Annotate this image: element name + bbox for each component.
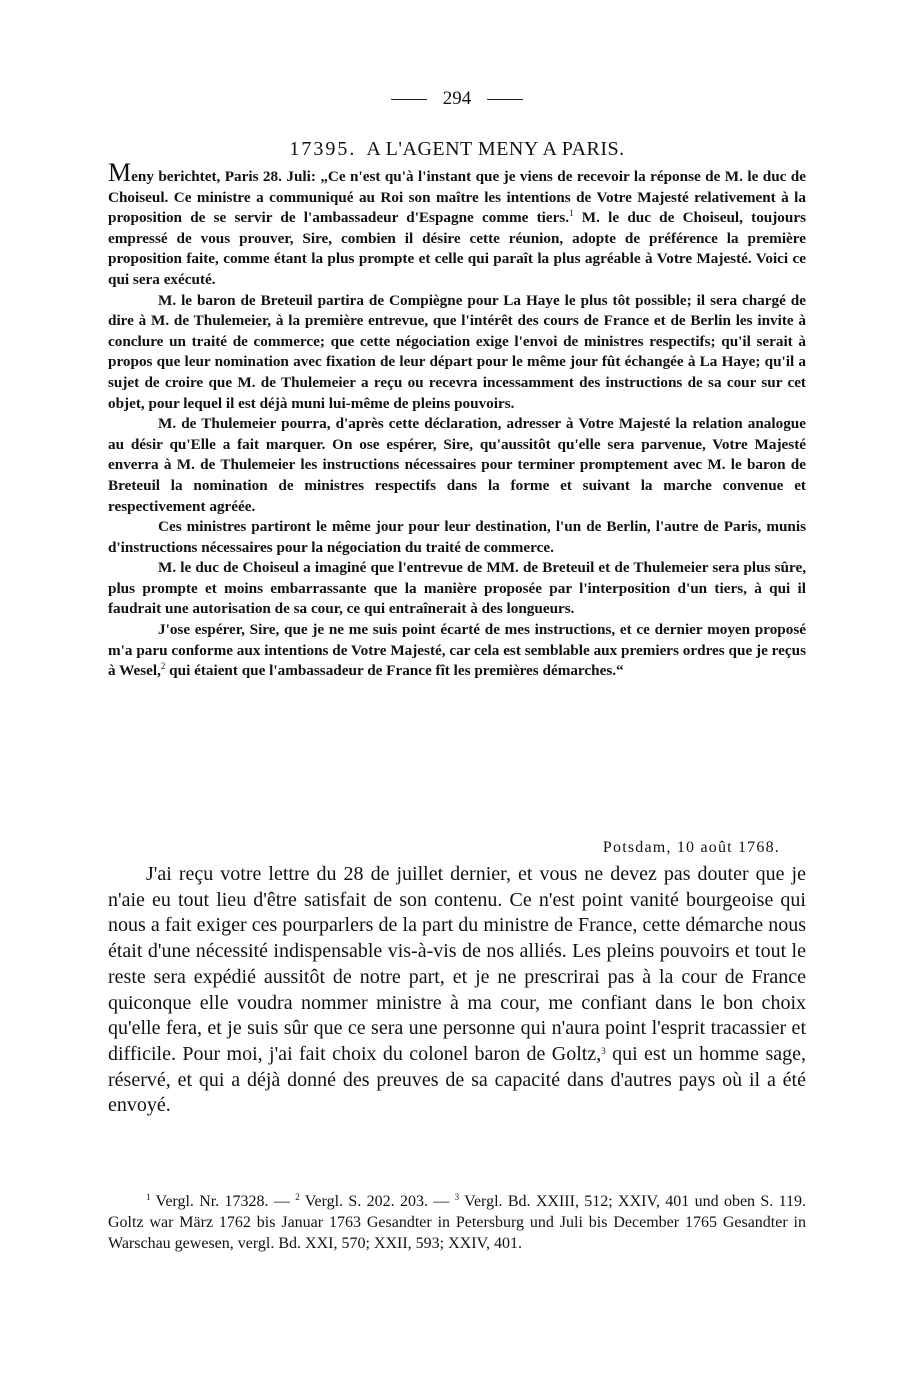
header-rule-left <box>391 99 427 100</box>
report-paragraph-6: J'ose espérer, Sire, que je ne me suis point écarté de mes instructions, et ce dernier moyen proposé m'a paru conforme aux intentions de Votre Majesté, car cela est semblable aux premiers ordres que je reçus à Wesel,$^2$ qui étaient que l'ambassadeur de France fît les premières démarches.“ <box>108 621 806 680</box>
footnote-block: $^1$ Vergl. Nr. 17328. — $^2$ Vergl. S. 202. 203. — $^3$ Vergl. Bd. XXIII, 512; XXIV, 401 und oben S. 119. Goltz war März 1762 bis Januar 1763 Gesandter in Petersburg und Juli bis December 1765 Gesandter in Warschau gewesen, vergl. Bd. XXI, 570; XXII, 593; XXIV, 401. <box>108 1192 807 1252</box>
report-paragraph-4: Ces ministres partiront le même jour pour leur destination, l'un de Berlin, l'autre de Paris, munis d'instructions nécessaires pour la négociation du traité de commerce. <box>108 518 806 556</box>
quoted-report <box>108 160 806 682</box>
header-rule-right <box>487 99 523 100</box>
report-paragraph-3: M. de Thulemeier pourra, d'après cette déclaration, adresser à Votre Majesté la relation analogue au désir qu'Elle a fait marquer. On ose espérer, Sire, qu'aussitôt qu'elle sera parvenue, Votre Majesté enverra à M. de Thulemeier les instructions nécessaires pour terminer promptement avec M. le baron de Breteuil la nomination de ministres respectifs dans la forme et suivant la marche convenue et respectivement agréée. <box>108 415 806 515</box>
report-paragraph-5: M. le duc de Choiseul a imaginé que l'entrevue de MM. de Breteuil et de Thulemeier sera plus sûre, plus prompte et moins embarrassante que la manière proposée par l'interposition d'un tiers, à qui il faudrait une autorisation de sa cour, ce qui entraînerait à des longueurs. <box>108 559 806 618</box>
document-number: 17395. <box>289 138 357 160</box>
reply-paragraph: J'ai reçu votre lettre du 28 de juillet dernier, et vous ne devez pas douter que je n'aie eu tout lieu d'être satisfait de son contenu. Ce n'est point vanité bourgeoise qui nous a fait exiger ces pourparlers de la part du ministre de France, cette démarche nous était d'une nécessité indispensable vis-à-vis de nos alliés. Les pleins pouvoirs et tout le reste sera expédié aussitôt de notre part, et je ne prescrirai pas à la cour de France quiconque elle voudra nommer ministre à ma cour, me confiant dans le bon choix qu'elle fera, et je suis sûr que ce sera une personne qui n'aura point l'esprit tracassier et difficile. Pour moi, j'ai fait choix du colonel baron de Goltz,$^3$ qui est un homme sage, réservé, et qui a déjà donné des preuves de sa capacité dans d'autres pays où il a été envoyé. <box>108 863 806 1117</box>
reply-letter <box>108 862 806 1119</box>
footnotes <box>108 1191 806 1254</box>
page-number: 294 <box>442 88 472 109</box>
drop-cap: M <box>108 158 132 187</box>
dateline: Potsdam, 10 août 1768. <box>602 839 780 856</box>
report-paragraph-2: M. le baron de Breteuil partira de Compiègne pour La Haye le plus tôt possible; il sera chargé de dire à M. de Thulemeier, à la première entrevue, que l'intérêt des cours de France et de Berlin les invite à conclure un traité de commerce; que cette négociation exige l'envoi de ministres respectifs; qu'il serait à propos que leur nomination avec fixation de leur départ pour le même jour fût échangée à La Haye; qu'il a sujet de croire que M. de Thulemeier a reçu ou recevra incessamment des instructions de sa cour sur cet objet, pour lequel il est déjà muni lui-même de pleins pouvoirs. <box>108 291 806 412</box>
page-header <box>108 88 806 110</box>
report-paragraph-1: Meny berichtet, Paris 28. Juli: „Ce n'est qu'à l'instant que je viens de recevoir la réponse de M. le duc de Choiseul. Ce ministre a communiqué au Roi son maître les intentions de Votre Majesté relativement à la proposition de se servir de l'ambassadeur d'Espagne comme tiers.$^1$ M. le duc de Choiseul, toujours empressé de vous prouver, Sire, combien il désire cette réunion, adopte de préférence la première proposition faite, comme étant la plus prompte et celle qui paraît la plus agréable à Votre Majesté. Voici ce qui sera exécuté. <box>108 158 807 288</box>
footnote-ref: 3 <box>601 1045 606 1056</box>
document-title: A L'AGENT MENY A PARIS. <box>366 138 625 160</box>
document-heading <box>108 138 806 161</box>
footnote-ref: 2 <box>160 661 166 672</box>
footnote-ref: 1 <box>569 208 574 219</box>
